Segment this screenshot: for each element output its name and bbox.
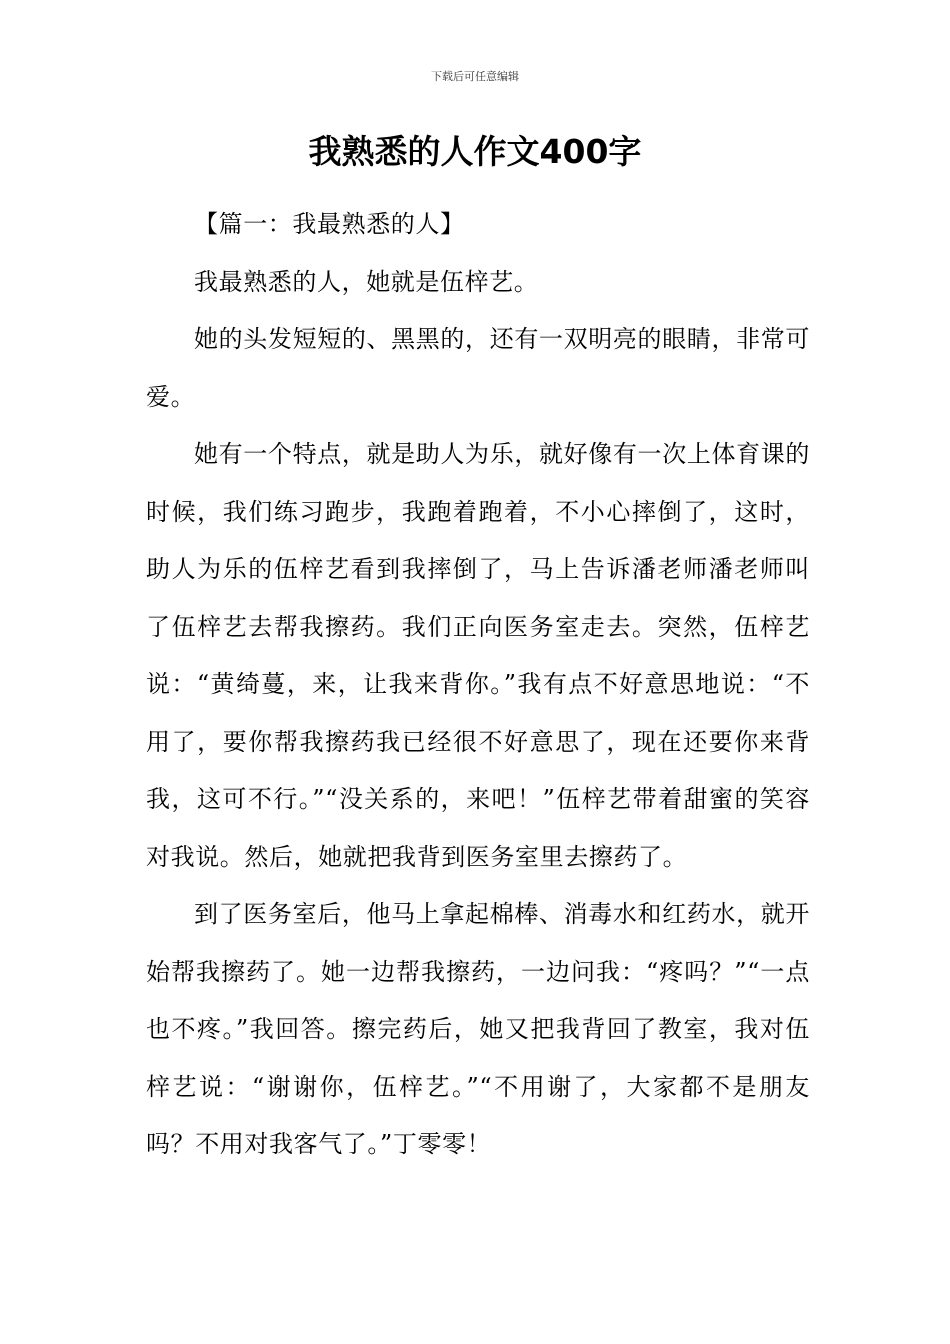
paragraph: 她的头发短短的、黑黑的，还有一双明亮的眼睛，非常可爱。 xyxy=(146,325,810,411)
paragraph: 她有一个特点，就是助人为乐，就好像有一次上体育课的时候，我们练习跑步，我跑着跑着，不小心摔倒了，这时，助人为乐的伍梓艺看到我摔倒了，马上告诉潘老师潘老师叫了伍梓艺去帮我擦药。我们正向医务室走去。突然，伍梓艺说：“黄绮蔓，来，让我来背你。”我有点不好意思地说：“不用了，要你帮我擦药我已经很不好意思了，现在还要你来背我，这可不行。”“没关系的，来吧！”伍梓艺带着甜蜜的笑容对我说。然后，她就把我背到医务室里去擦药了。 xyxy=(146,440,810,871)
page-title: 我熟悉的人作文400字 xyxy=(308,132,642,171)
paragraph: 到了医务室后，他马上拿起棉棒、消毒水和红药水，就开始帮我擦药了。她一边帮我擦药，一边问我：“疼吗？”“一点也不疼。”我回答。擦完药后，她又把我背回了教室，我对伍梓艺说：“谢谢你，伍梓艺。”“不用谢了，大家都不是朋友吗？不用对我客气了。”丁零零！ xyxy=(146,900,810,1158)
paragraph: 我最熟悉的人，她就是伍梓艺。 xyxy=(194,267,539,296)
section-heading: 【篇一：我最熟悉的人】 xyxy=(194,210,465,238)
header-note: 下载后可任意编辑 xyxy=(431,70,519,83)
document-body xyxy=(146,196,810,1174)
